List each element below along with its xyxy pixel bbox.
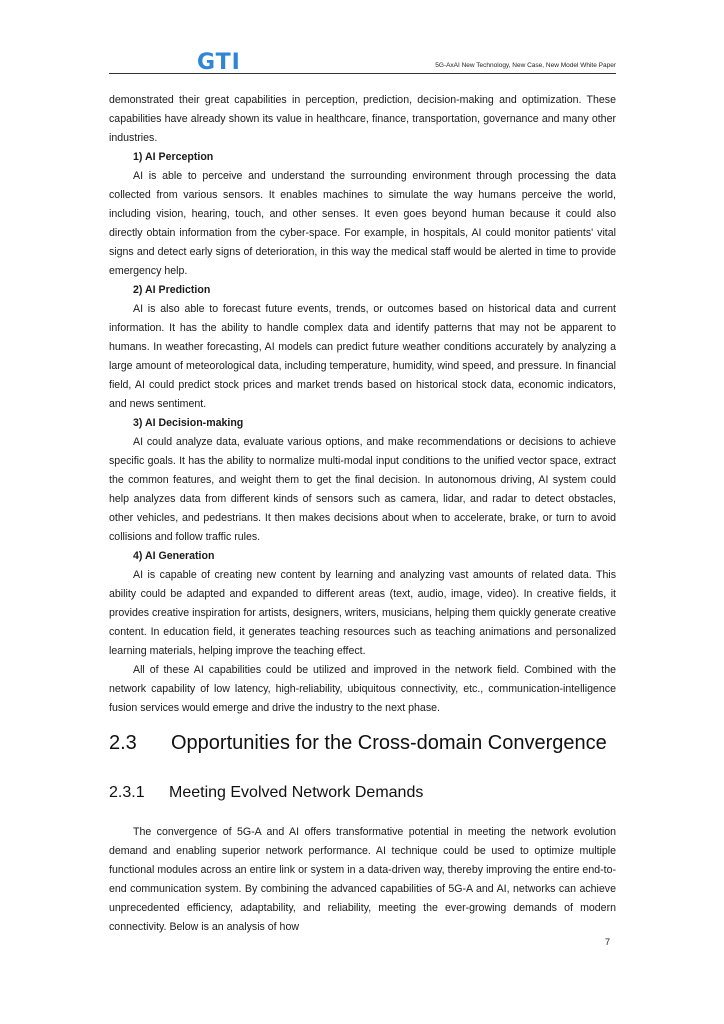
closing-paragraph: The convergence of 5G-A and AI offers transformative potential in meeting the network evolution demand and enabling superior network performance. AI technique could be used to optimize multiple functional modules across an entire link or system in a data-driven way, thereby improving the entire end-to-end communication system. By combining the advanced capabilities of 5G-A and AI, networks can achieve unprecedented efficiency, adaptability, and reliability, meeting the ever-growing demands of modern connectivity. Below is an analysis of how [109, 826, 616, 933]
section-text-generation: AI is capable of creating new content by learning and analyzing vast amounts of related data. This ability could be adapted and expanded to different areas (text, audio, image, video). In creative fields, it provides creative inspiration for artists, designers, writers, musicians, helping them quickly generate creative content. In education field, it generates teaching resources such as teaching animations and personalized learning materials, helping improve the teaching effect. [109, 569, 616, 657]
gti-logo: GTI [197, 50, 241, 75]
section-heading-prediction: 2) AI Prediction [133, 284, 211, 296]
header-divider [109, 73, 616, 74]
intro-paragraph: demonstrated their great capabilities in perception, prediction, decision-making and optimization. These capabilities have already shown its value in healthcare, finance, transportation, governance and many other industries. [109, 94, 616, 144]
section-heading-generation: 4) AI Generation [133, 550, 215, 562]
section-heading-perception: 1) AI Perception [133, 151, 214, 163]
heading-2-number: 2.3 [109, 732, 137, 754]
heading-3-number: 2.3.1 [109, 784, 145, 801]
heading-2-title: Opportunities for the Cross-domain Convergence [171, 732, 607, 754]
heading-3-title: Meeting Evolved Network Demands [169, 784, 424, 801]
section-text-perception: AI is able to perceive and understand the surrounding environment through processing the data collected from various sensors. It enables machines to simulate the way humans perceive the world, including vision, hearing, touch, and other senses. It even goes beyond human because it could also directly obtain information from the cyber-space. For example, in hospitals, AI could monitor patients' vital signs and detect early signs of deterioration, in this way the medical staff would be alerted in time to provide emergency help. [109, 170, 616, 277]
section-text-decision-making: AI could analyze data, evaluate various options, and make recommendations or decisions to achieve specific goals. It has the ability to normalize multi-modal input conditions to the unified vector space, extract the common features, and weight them to get the final decision. In autonomous driving, AI system could help analyzes data from different kinds of sensors such as camera, lidar, and radar to detect obstacles, other vehicles, and pedestrians. It then makes decisions about when to accelerate, brake, or turn to avoid collisions and follow traffic rules. [109, 436, 616, 543]
summary-paragraph: All of these AI capabilities could be utilized and improved in the network field. Combined with the network capability of low latency, high-reliability, ubiquitous connectivity, etc., communication-intelligence fusion services would emerge and drive the industry to the next phase. [109, 664, 616, 714]
section-text-prediction: AI is also able to forecast future events, trends, or outcomes based on historical data and current information. It has the ability to handle complex data and identify patterns that may not be apparent to humans. In weather forecasting, AI models can predict future weather conditions accurately by analyzing a large amount of meteorological data, including temperature, humidity, wind speed, and pressure. In financial field, AI could predict stock prices and market trends based on historical stock data, economic indicators, and news sentiment. [109, 303, 616, 410]
section-heading-2-3-1 [109, 784, 616, 802]
page-header [109, 48, 616, 74]
body-text-2 [109, 823, 616, 937]
header-title: 5G-AxAI New Technology, New Case, New Model White Paper [435, 62, 616, 69]
page-number: 7 [605, 937, 611, 947]
section-heading-2-3 [109, 732, 616, 755]
section-heading-decision-making: 3) AI Decision-making [133, 417, 244, 429]
body-text [109, 91, 616, 718]
